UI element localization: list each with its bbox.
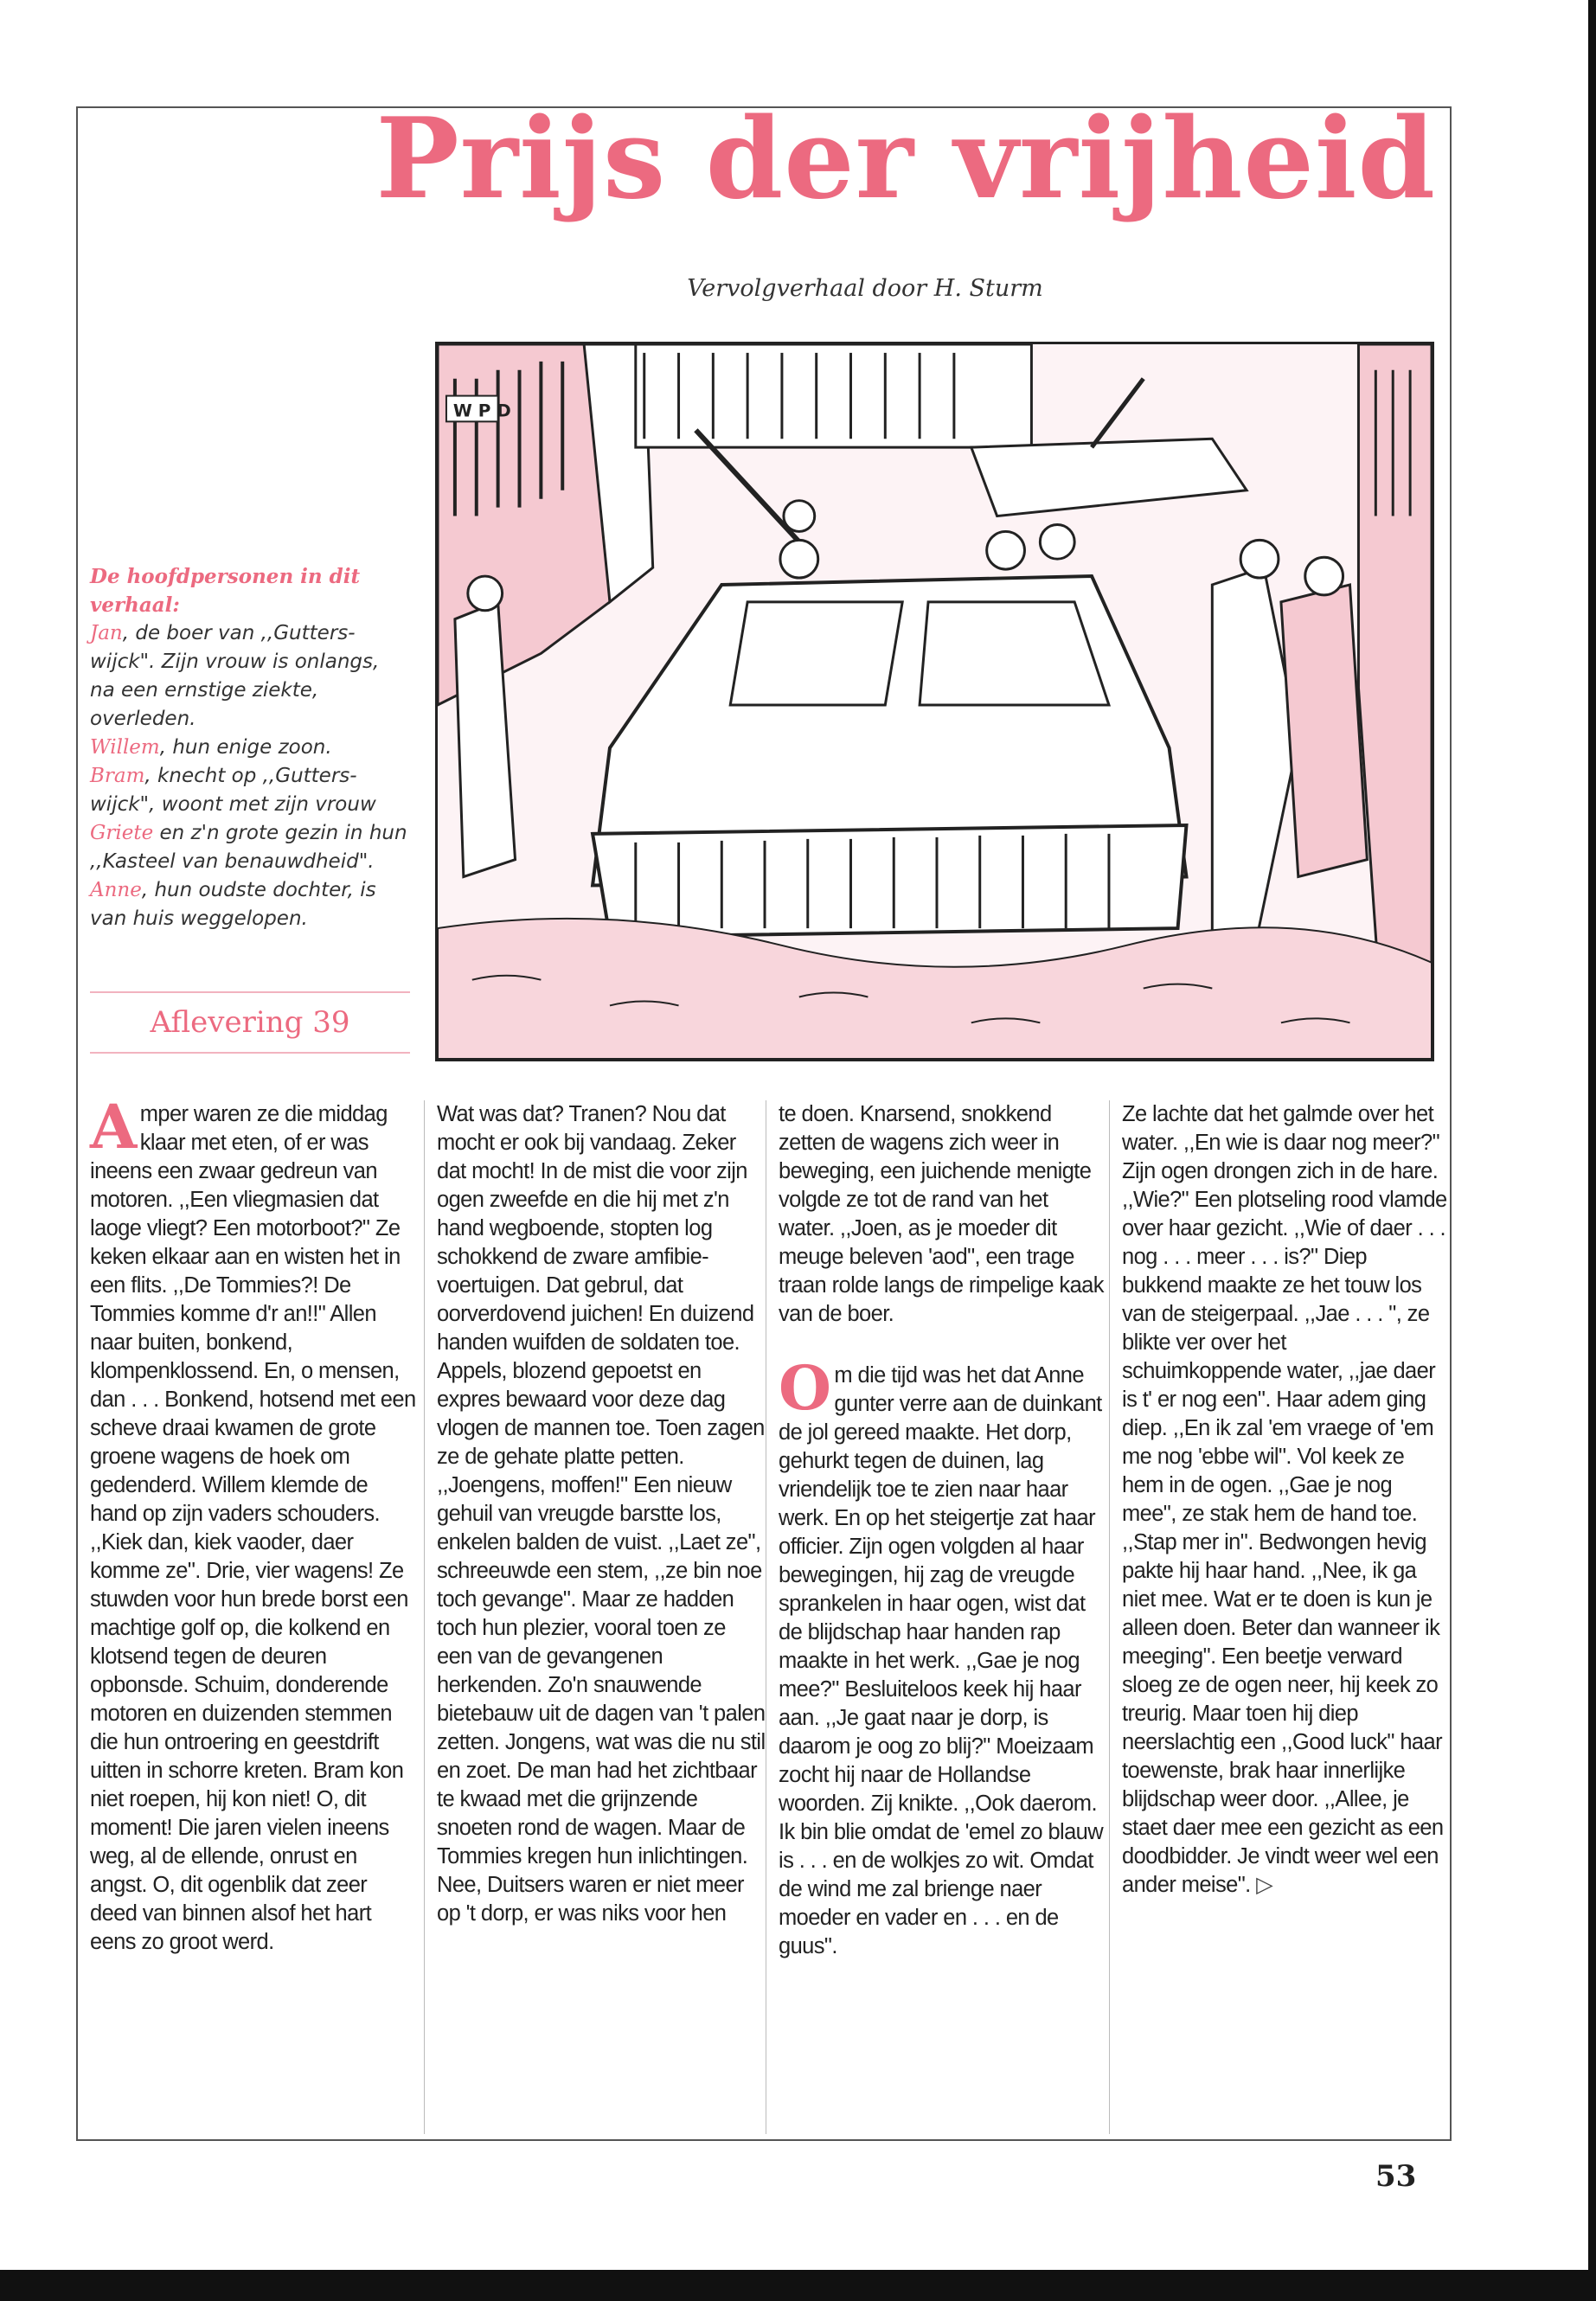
character-desc: , hun enige zoon. [159, 736, 332, 759]
text-column-4 [1122, 1100, 1451, 1900]
characters-heading: De hoofdpersonen in dit verhaal: [90, 565, 361, 617]
episode-label: Aflevering 39 [150, 1005, 350, 1040]
character-jan [90, 619, 410, 734]
episode-rule-bottom [90, 1052, 410, 1054]
characters-box [90, 562, 410, 933]
column-text: Ze lachte dat het galmde over het water. ,,En wie is daar nog meer?" Zijn ogen drongen zich in de hare. ,,Wie?" Een plotseling rood vlamde over haar gezicht. ,,Wie of daer . . . nog . . . meer . . . is?" Diep bukkend maakte ze het touw los van de steigerpaal. ,,Jae . . . ", ze blikte ver over het schuimkoppende water, ,,jae daer is t' er nog een". Haar adem ging diep. ,,En ik zal 'em vraege of 'em me nog 'ebbe wil". Vol keek ze hem in de ogen. ,,Gae je nog mee", ze stak hem de hand toe. ,,Stap mer in". Bedwongen hevig pakte hij haar hand. ,,Nee, ik ga niet mee. Wat er te doen is kun je alleen doen. Beter dan wanneer ik meeging". Een beetje verward sloeg ze de ogen neer, hij keek zo treurig. Maar toen hij diep neerslachtig een ,,Good luck" haar toewenste, brak haar innerlijke blijdschap weer door. ,,Allee, je staet daer mee een gezicht as een doodbidder. Je vindt weer wel een ander meise". [1122, 1102, 1447, 1897]
article-byline: Vervolgverhaal door H. Sturm [687, 275, 1043, 302]
character-anne [90, 876, 410, 933]
column-divider [424, 1100, 425, 2134]
character-desc: , knecht op ,,Gutters-wijck", woont met zijn vrouw [90, 765, 376, 816]
character-name: Bram [90, 765, 145, 787]
character-name: Jan [90, 622, 123, 644]
character-desc: , de boer van ,,Gutters-wijck". Zijn vrouw is onlangs, na een ernstige ziekte, overleden. [90, 622, 380, 730]
text-column-3 [779, 1100, 1107, 1961]
character-desc: , hun oudste dochter, is van huis weggelopen. [90, 879, 376, 930]
column-text: Wat was dat? Tranen? Nou dat mocht er ook bij vandaag. Zeker dat mocht! In de mist die voor zijn ogen zweefde en die hij met z'n hand wegboende, stopten log schokkend de zware amfibie-voertuigen. Dat gebrul, dat oorverdovend juichen! En duizend handen wuifden de soldaten toe. Appels, blozend gepoetst en expres bewaard voor deze dag vlogen de mannen toe. Toen zagen ze de gehate platte petten. ,,Joengens, moffen!" Een nieuw gehuil van vreugde barstte los, enkelen balden de vuist. ,,Laet ze", schreeuwde een stem, ,,ze bin noe toch gevange". Maar ze hadden toch hun plezier, vooral toen ze een van de gevangenen herkenden. Zo'n snauwende bietebauw uit de dagen van 't palen zetten. Jongens, wat was die nu stil en zoet. De man had het zichtbaar te kwaad met die grijnzende snoeten rond de wagen. Maar de Tommies kregen hun inlichtingen. Nee, Duitsers waren er niet meer op 't dorp, er was niks voor hen [437, 1102, 766, 1926]
column-text: m die tijd was het dat Anne gunter verre aan de duinkant de jol gereed maakte. Het dorp, gehurkt tegen de duinen, lag vriendelijk toe te zien naar haar werk. En op het steigertje zat haar officier. Zijn ogen volgden al haar bewegingen, hij zag de vreugde sprankelen in haar ogen, wist dat de blijdschap haar handen rap maakte in het werk. ,,Gae je nog mee?" Besluiteloos keek hij haar aan. ,,Je gaat naar je dorp, is daarom je oog zo blij?" Moeizaam zocht hij naar de Hollandse woorden. Zij knikte. ,,Ook daerom. Ik bin blie omdat de 'emel zo blauw is . . . en de wolkjes zo wit. Omdat de wind me zal briengе naer moeder en vader en . . . en de guus". [779, 1363, 1104, 1958]
character-name: Anne [90, 879, 142, 901]
episode-rule-top [90, 991, 410, 993]
character-bram [90, 762, 410, 876]
amphibious-vehicle-illustration-icon [435, 342, 1434, 1061]
character-name: Willem [90, 736, 160, 759]
column-divider [1109, 1100, 1110, 2134]
column-text: te doen. Knarsend, snokkend zetten de wagens zich weer in beweging, een juichende menigte volgde ze tot de rand van het water. ,,Joen, as je moeder dit meuge beleven 'aod", een trage traan rolde langs de rimpelige kaak van de boer. [779, 1102, 1104, 1326]
scan-edge-bottom [0, 2270, 1596, 2301]
illustration-sign-text: W P D [452, 401, 511, 421]
character-willem [90, 734, 410, 762]
character-name: Griete [90, 822, 154, 844]
text-column-2 [437, 1100, 766, 1928]
scan-edge-right [1588, 0, 1596, 2301]
article-title: Prijs der vrijheid [375, 94, 1436, 224]
column-text: mper waren ze die middag klaar met eten, of er was ineens een zwaar gedreun van motoren. ,,Een vliegmasien dat laoge vliegt? Een motorboot?" Ze keken elkaar aan en wisten het in een flits. ,,De Tommies?! De Tommies komme d'r an!!" Allen naar buiten, bonkend, klompenklossend. En, o mensen, dan . . . Bonkend, hotsend met een scheve draai kwamen de grote groene wagens de hoek om gedenderd. Willem klemde de hand op zijn vaders schouders. ,,Kiek dan, kiek vaoder, daer komme ze". Drie, vier wagens! Ze stuwden voor hun brede borst een machtige golf op, die kolkend en klotsend tegen de deuren opbonsde. Schuim, donderende motoren en duizenden stemmen die hun ontroering en geestdrift uitten in schorre kreten. Bram kon niet roepen, hij kon niet! O, dit moment! Die jaren vielen ineens weg, al de ellende, onrust en angst. O, dit ogenblik dat zeer deed van binnen alsof het hart eens zo groot werd. [90, 1102, 416, 1954]
continue-arrow-icon: ▷ [1256, 1873, 1273, 1897]
drop-cap: A [90, 1091, 137, 1163]
page-number: 53 [1375, 2159, 1417, 2194]
text-column-1 [90, 1091, 419, 1957]
character-desc: en z'n grote gezin in hun ,,Kasteel van benauwdheid". [90, 822, 407, 873]
drop-cap: O [779, 1352, 831, 1424]
